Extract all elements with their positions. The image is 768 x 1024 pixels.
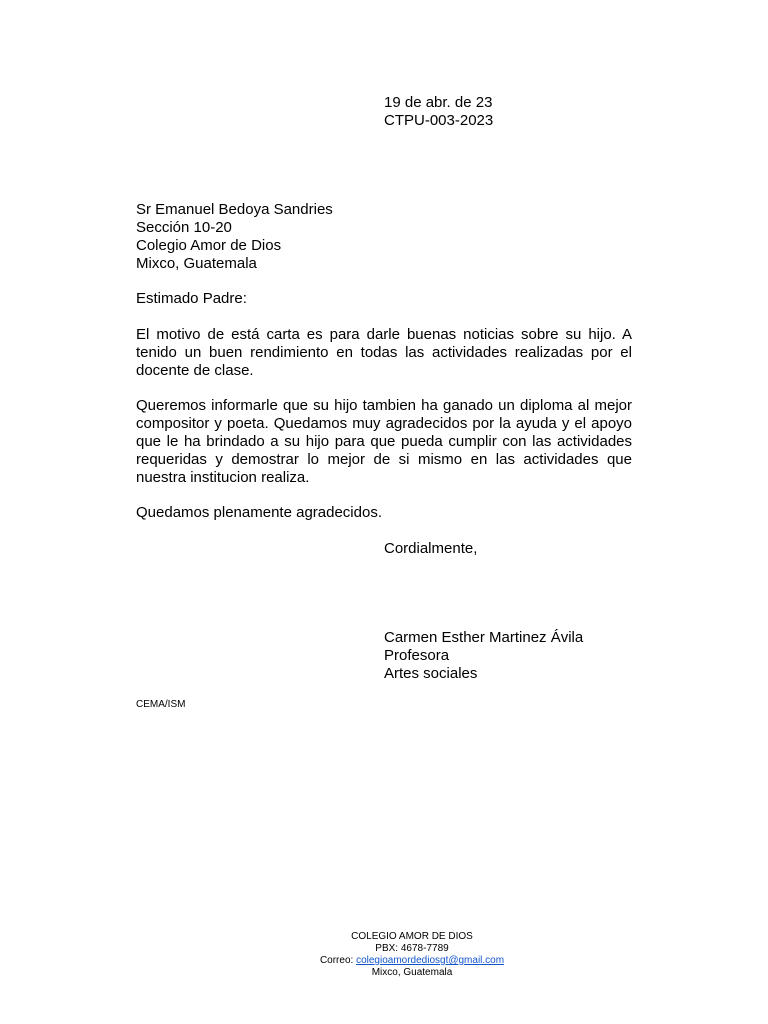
body-paragraph-2: Queremos informarle que su hijo tambien ha ganado un diploma al mejor compositor y poeta. Quedamos muy agradecidos por la ayuda y el apoyo que le ha brindado a su hijo para que pueda cumplir con las actividades requeridas y demostrar lo mejor de si mismo en las actividades que nuestra institucion realiza. — [136, 397, 632, 486]
recipient-name: Sr Emanuel Bedoya Sandries — [136, 201, 333, 218]
recipient-school: Colegio Amor de Dios — [136, 237, 282, 254]
body-paragraph-1: El motivo de está carta es para darle buenas noticias sobre su hijo. A tenido un buen rendimiento en todas las actividades realizadas por el docente de clase. — [136, 326, 632, 379]
signatory-name: Carmen Esther Martinez Ávila — [384, 629, 584, 646]
signatory-department: Artes sociales — [384, 665, 478, 682]
recipient-section: Sección 10-20 — [136, 219, 232, 236]
reference-initials: CEMA/ISM — [136, 699, 186, 710]
footer-email-link[interactable]: colegioamordediosgt@gmail.com — [356, 955, 505, 966]
footer-institution: COLEGIO AMOR DE DIOS — [351, 931, 473, 942]
footer-email-label: Correo: — [319, 955, 357, 966]
letter-reference: CTPU-003-2023 — [384, 112, 494, 129]
greeting: Estimado Padre: — [136, 290, 247, 307]
valediction: Cordialmente, — [384, 540, 478, 557]
footer-location: Mixco, Guatemala — [371, 967, 453, 978]
letter-footer — [260, 931, 564, 979]
letter-date: 19 de abr. de 23 — [384, 94, 493, 111]
signatory-title: Profesora — [384, 647, 450, 664]
closing-line: Quedamos plenamente agradecidos. — [136, 504, 382, 521]
footer-email-line — [260, 955, 564, 967]
footer-phone: PBX: 4678-7789 — [375, 943, 449, 954]
recipient-location: Mixco, Guatemala — [136, 255, 257, 272]
